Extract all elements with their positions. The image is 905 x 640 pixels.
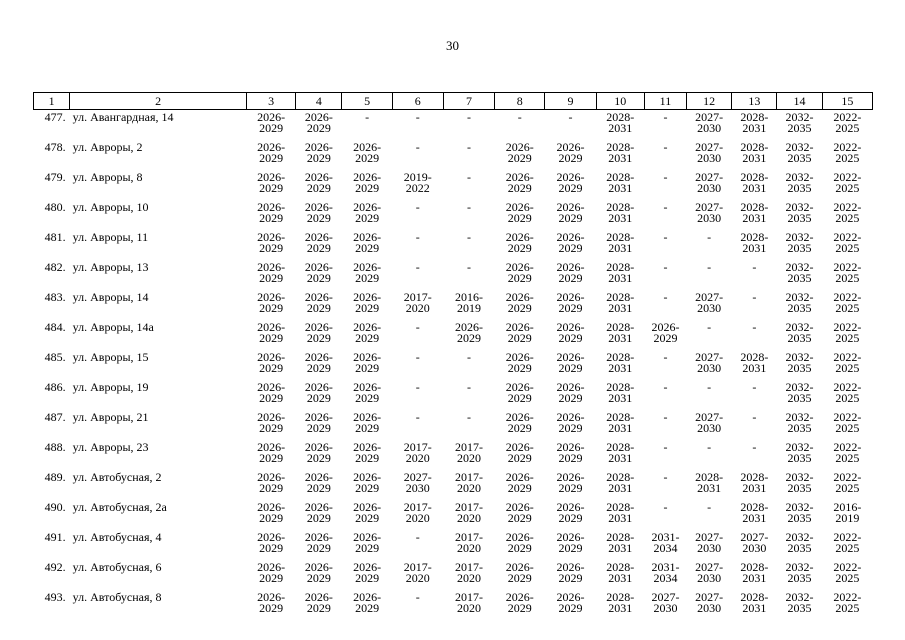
period-cell: 2022- 2025 [833,230,862,255]
column-number-row [34,93,873,110]
period-cell: 2026- 2029 [304,170,333,195]
row-number: 480. [44,200,66,214]
column-header: 4 [296,93,342,110]
address-cell: ул. Авроры, 11 [72,230,149,244]
period-cell: - [365,110,370,124]
period-cell: 2026- 2029 [505,170,534,195]
period-cell: - [663,380,668,394]
address-cell: ул. Авроры, 14 [72,290,149,304]
period-cell: 2026- 2029 [353,500,382,525]
period-cell: 2017- 2020 [403,560,432,585]
period-cell: - [415,140,420,154]
period-cell: 2032- 2035 [785,110,814,135]
table-row [34,230,873,260]
period-cell: 2026- 2029 [505,200,534,225]
period-cell: 2026- 2029 [505,230,534,255]
period-cell: 2032- 2035 [785,410,814,435]
period-cell: 2017- 2020 [455,440,484,465]
period-cell: 2026- 2029 [353,230,382,255]
period-cell: 2026- 2029 [257,380,286,405]
column-header: 9 [545,93,596,110]
period-cell: 2028- 2031 [606,350,635,375]
period-cell: 2026- 2029 [556,410,585,435]
period-cell: 2026- 2029 [304,260,333,285]
period-cell: 2026- 2029 [257,470,286,495]
period-cell: - [663,290,668,304]
period-cell: 2032- 2035 [785,560,814,585]
period-cell: 2026- 2029 [257,110,286,135]
period-cell: 2028- 2031 [606,380,635,405]
row-number: 486. [44,380,66,394]
period-cell: 2026- 2029 [556,260,585,285]
period-cell: 2028- 2031 [606,320,635,345]
period-cell: 2026- 2029 [304,140,333,165]
period-cell: - [467,410,472,424]
period-cell: - [663,470,668,484]
row-number: 489. [44,470,66,484]
schedule-table [33,92,873,620]
table-row [34,350,873,380]
period-cell: - [752,410,757,424]
period-cell: 2028- 2031 [606,260,635,285]
period-cell: 2026- 2029 [304,500,333,525]
table-row [34,110,873,141]
period-cell: - [467,200,472,214]
period-cell: 2026- 2029 [505,560,534,585]
period-cell: 2032- 2035 [785,500,814,525]
row-number: 487. [44,410,66,424]
period-cell: - [663,170,668,184]
period-cell: 2028- 2031 [740,560,769,585]
column-header: 15 [822,93,872,110]
period-cell: 2022- 2025 [833,530,862,555]
period-cell: 2027- 2030 [695,290,724,315]
period-cell: 2026- 2029 [651,320,680,345]
period-cell: 2028- 2031 [606,110,635,135]
period-cell: 2028- 2031 [606,500,635,525]
period-cell: 2032- 2035 [785,350,814,375]
period-cell: - [663,110,668,124]
period-cell: 2027- 2030 [651,590,680,615]
period-cell: 2026- 2029 [353,320,382,345]
period-cell: 2026- 2029 [257,140,286,165]
period-cell: - [707,500,712,514]
period-cell: 2017- 2020 [455,590,484,615]
period-cell: - [663,260,668,274]
period-cell: - [467,110,472,124]
table-row [34,380,873,410]
period-cell: 2026- 2029 [505,500,534,525]
period-cell: 2028- 2031 [606,560,635,585]
row-number: 478. [44,140,66,154]
address-cell: ул. Авроры, 15 [72,350,149,364]
period-cell: - [752,440,757,454]
row-number: 484. [44,320,66,334]
row-number: 485. [44,350,66,364]
period-cell: 2027- 2030 [695,200,724,225]
period-cell: 2022- 2025 [833,350,862,375]
period-cell: 2028- 2031 [606,590,635,615]
period-cell: 2032- 2035 [785,380,814,405]
row-number: 491. [44,530,66,544]
period-cell: 2026- 2029 [505,470,534,495]
period-cell: 2017- 2020 [455,530,484,555]
table-row [34,260,873,290]
period-cell: 2017- 2020 [455,560,484,585]
period-cell: - [415,230,420,244]
period-cell: 2028- 2031 [606,140,635,165]
period-cell: 2026- 2029 [505,140,534,165]
period-cell: 2026- 2029 [556,200,585,225]
period-cell: 2026- 2029 [556,230,585,255]
period-cell: - [467,350,472,364]
period-cell: 2027- 2030 [695,410,724,435]
period-cell: 2028- 2031 [740,350,769,375]
period-cell: 2022- 2025 [833,320,862,345]
period-cell: 2028- 2031 [606,470,635,495]
period-cell: 2032- 2035 [785,530,814,555]
column-header: 14 [777,93,822,110]
period-cell: - [663,500,668,514]
address-cell: ул. Авроры, 8 [72,170,143,184]
period-cell: 2026- 2029 [257,560,286,585]
period-cell: 2031- 2034 [651,560,680,585]
period-cell: 2027- 2030 [403,470,432,495]
period-cell: 2026- 2029 [505,590,534,615]
period-cell: 2026- 2029 [556,530,585,555]
period-cell: 2026- 2029 [257,440,286,465]
period-cell: 2028- 2031 [740,470,769,495]
period-cell: 2026- 2029 [505,290,534,315]
period-cell: 2026- 2029 [353,260,382,285]
period-cell: 2028- 2031 [740,200,769,225]
table-row [34,200,873,230]
period-cell: 2026- 2029 [505,320,534,345]
period-cell: 2026- 2029 [257,500,286,525]
period-cell: 2028- 2031 [606,410,635,435]
period-cell: 2026- 2029 [556,320,585,345]
table-row [34,560,873,590]
period-cell: 2026- 2029 [257,590,286,615]
period-cell: 2026- 2029 [304,410,333,435]
column-header: 13 [732,93,777,110]
period-cell: 2026- 2029 [304,560,333,585]
period-cell: - [707,260,712,274]
period-cell: 2022- 2025 [833,170,862,195]
period-cell: 2028- 2031 [606,290,635,315]
period-cell: - [415,320,420,334]
period-cell: 2026- 2029 [304,530,333,555]
period-cell: - [467,380,472,394]
address-cell: ул. Автобусная, 4 [72,530,162,544]
period-cell: 2026- 2029 [353,200,382,225]
period-cell: 2026- 2029 [353,470,382,495]
column-header: 12 [687,93,732,110]
address-cell: ул. Авроры, 13 [72,260,149,274]
period-cell: 2026- 2029 [257,290,286,315]
period-cell: 2022- 2025 [833,110,862,135]
address-cell: ул. Авроры, 21 [72,410,149,424]
period-cell: 2026- 2029 [353,440,382,465]
row-number: 477. [44,110,66,124]
row-number: 493. [44,590,66,604]
period-cell: - [752,380,757,394]
period-cell: 2026- 2029 [353,560,382,585]
period-cell: 2017- 2020 [403,290,432,315]
period-cell: 2026- 2029 [257,320,286,345]
period-cell: 2022- 2025 [833,290,862,315]
period-cell: - [517,110,522,124]
address-cell: ул. Авроры, 23 [72,440,149,454]
period-cell: 2026- 2029 [556,440,585,465]
column-header: 2 [70,93,247,110]
address-cell: ул. Авроры, 2 [72,140,143,154]
period-cell: 2026- 2029 [556,350,585,375]
period-cell: - [568,110,573,124]
period-cell: - [415,200,420,214]
period-cell: - [707,440,712,454]
period-cell: 2032- 2035 [785,140,814,165]
period-cell: 2032- 2035 [785,290,814,315]
row-number: 492. [44,560,66,574]
period-cell: 2028- 2031 [740,140,769,165]
period-cell: - [467,140,472,154]
address-cell: ул. Автобусная, 2а [72,500,167,514]
period-cell: 2022- 2025 [833,590,862,615]
period-cell: 2026- 2029 [353,380,382,405]
period-cell: 2026- 2029 [304,290,333,315]
period-cell: 2017- 2020 [403,440,432,465]
period-cell: - [707,230,712,244]
column-header: 5 [342,93,392,110]
period-cell: 2028- 2031 [606,200,635,225]
period-cell: 2026- 2029 [556,470,585,495]
period-cell: 2026- 2029 [556,500,585,525]
period-cell: - [663,140,668,154]
row-number: 483. [44,290,66,304]
table-row [34,530,873,560]
period-cell: - [752,320,757,334]
period-cell: 2026- 2029 [556,380,585,405]
period-cell: 2028- 2031 [740,500,769,525]
period-cell: 2026- 2029 [304,200,333,225]
period-cell: 2028- 2031 [740,110,769,135]
period-cell: 2028- 2031 [695,470,724,495]
period-cell: - [415,410,420,424]
period-cell: 2026- 2029 [304,470,333,495]
period-cell: 2028- 2031 [606,530,635,555]
period-cell: 2028- 2031 [740,590,769,615]
period-cell: 2016- 2019 [455,290,484,315]
table-row [34,170,873,200]
period-cell: 2017- 2020 [403,500,432,525]
period-cell: 2028- 2031 [606,230,635,255]
column-header: 11 [644,93,686,110]
table-row [34,470,873,500]
period-cell: 2022- 2025 [833,560,862,585]
table-row [34,590,873,620]
row-number: 482. [44,260,66,274]
period-cell: - [415,530,420,544]
period-cell: - [415,110,420,124]
period-cell: 2026- 2029 [304,440,333,465]
period-cell: 2022- 2025 [833,140,862,165]
period-cell: 2032- 2035 [785,590,814,615]
period-cell: - [415,350,420,364]
period-cell: 2026- 2029 [353,530,382,555]
period-cell: 2026- 2029 [353,350,382,375]
period-cell: 2026- 2029 [257,230,286,255]
address-cell: ул. Автобусная, 2 [72,470,162,484]
period-cell: 2028- 2031 [606,170,635,195]
period-cell: 2026- 2029 [257,170,286,195]
period-cell: 2032- 2035 [785,170,814,195]
period-cell: - [467,230,472,244]
period-cell: 2031- 2034 [651,530,680,555]
period-cell: 2026- 2029 [556,560,585,585]
period-cell: 2026- 2029 [304,380,333,405]
address-cell: ул. Авангардная, 14 [72,110,174,124]
address-cell: ул. Авроры, 10 [72,200,149,214]
address-cell: ул. Авроры, 19 [72,380,149,394]
period-cell: 2022- 2025 [833,380,862,405]
period-cell: 2026- 2029 [353,290,382,315]
period-cell: - [663,230,668,244]
period-cell: - [415,590,420,604]
column-header: 8 [495,93,545,110]
period-cell: 2028- 2031 [740,170,769,195]
period-cell: - [752,290,757,304]
period-cell: - [707,380,712,394]
period-cell: 2027- 2030 [695,350,724,375]
period-cell: 2022- 2025 [833,440,862,465]
table-row [34,290,873,320]
period-cell: 2027- 2030 [695,530,724,555]
row-number: 490. [44,500,66,514]
table-row [34,440,873,470]
period-cell: 2026- 2029 [556,590,585,615]
period-cell: 2027- 2030 [695,110,724,135]
period-cell: 2026- 2029 [304,350,333,375]
period-cell: - [663,350,668,364]
period-cell: 2032- 2035 [785,230,814,255]
period-cell: 2017- 2020 [455,500,484,525]
period-cell: - [467,260,472,274]
period-cell: 2026- 2029 [556,140,585,165]
period-cell: 2028- 2031 [606,440,635,465]
row-number: 488. [44,440,66,454]
period-cell: 2026- 2029 [505,350,534,375]
period-cell: 2026- 2029 [304,230,333,255]
period-cell: 2027- 2030 [695,590,724,615]
row-number: 481. [44,230,66,244]
period-cell: 2026- 2029 [257,410,286,435]
column-header: 6 [392,93,443,110]
period-cell: - [663,440,668,454]
period-cell: 2026- 2029 [505,530,534,555]
period-cell: - [663,200,668,214]
column-header: 7 [443,93,494,110]
period-cell: 2032- 2035 [785,260,814,285]
period-cell: 2026- 2029 [353,410,382,435]
period-cell: 2026- 2029 [304,110,333,135]
period-cell: 2022- 2025 [833,200,862,225]
period-cell: 2026- 2029 [257,530,286,555]
address-cell: ул. Автобусная, 6 [72,560,162,574]
period-cell: 2027- 2030 [695,560,724,585]
period-cell: 2026- 2029 [455,320,484,345]
period-cell: - [752,260,757,274]
row-number: 479. [44,170,66,184]
period-cell: - [707,320,712,334]
table-row [34,500,873,530]
period-cell: - [467,170,472,184]
address-cell: ул. Авроры, 14а [72,320,154,334]
address-cell: ул. Автобусная, 8 [72,590,162,604]
period-cell: 2026- 2029 [505,410,534,435]
period-cell: 2026- 2029 [353,170,382,195]
period-cell: 2032- 2035 [785,200,814,225]
period-cell: 2026- 2029 [353,590,382,615]
period-cell: 2026- 2029 [257,350,286,375]
period-cell: 2032- 2035 [785,320,814,345]
period-cell: 2026- 2029 [505,260,534,285]
period-cell: 2022- 2025 [833,260,862,285]
period-cell: 2032- 2035 [785,440,814,465]
period-cell: 2026- 2029 [257,260,286,285]
period-cell: - [663,410,668,424]
period-cell: 2027- 2030 [740,530,769,555]
period-cell: 2026- 2029 [304,590,333,615]
table-row [34,410,873,440]
period-cell: 2028- 2031 [740,230,769,255]
period-cell: 2026- 2029 [505,440,534,465]
period-cell: 2022- 2025 [833,410,862,435]
period-cell: 2026- 2029 [353,140,382,165]
period-cell: 2017- 2020 [455,470,484,495]
column-header: 1 [34,93,70,110]
period-cell: - [415,380,420,394]
period-cell: 2027- 2030 [695,140,724,165]
period-cell: 2032- 2035 [785,470,814,495]
period-cell: 2016- 2019 [833,500,862,525]
page-number: 30 [446,38,459,53]
period-cell: 2019- 2022 [403,170,432,195]
column-header: 3 [247,93,296,110]
period-cell: 2026- 2029 [304,320,333,345]
table-row [34,140,873,170]
period-cell: 2027- 2030 [695,170,724,195]
period-cell: 2026- 2029 [556,290,585,315]
period-cell: - [415,260,420,274]
period-cell: 2026- 2029 [556,170,585,195]
period-cell: 2026- 2029 [505,380,534,405]
column-header: 10 [596,93,644,110]
table-row [34,320,873,350]
period-cell: 2022- 2025 [833,470,862,495]
period-cell: 2026- 2029 [257,200,286,225]
